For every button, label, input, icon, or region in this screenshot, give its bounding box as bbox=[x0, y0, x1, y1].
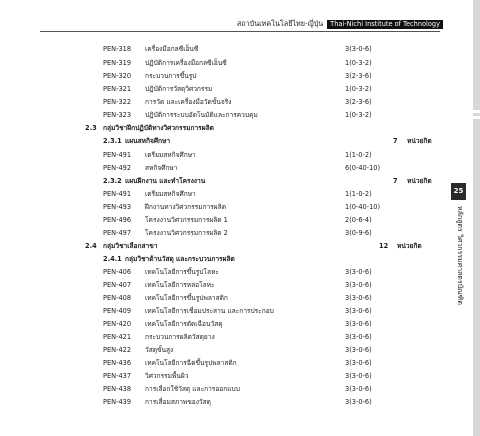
course-code: PEN-439 bbox=[103, 398, 132, 406]
course-row bbox=[0, 228, 480, 239]
course-row bbox=[0, 215, 480, 226]
course-name: ปฏิบัติการเครื่องมือกลซีเอ็นซี bbox=[145, 59, 227, 67]
subsection-heading bbox=[0, 176, 480, 187]
course-credit: 6(0-40-10) bbox=[345, 164, 381, 172]
course-code: PEN-320 bbox=[103, 72, 132, 80]
course-credit: 3(3-0-6) bbox=[345, 346, 372, 354]
course-code: PEN-436 bbox=[103, 359, 132, 367]
subsection-unit: หน่วยกิต bbox=[407, 177, 432, 185]
course-credit: 2(0-6-4) bbox=[345, 216, 372, 224]
subsection-number: 2.3.2 bbox=[103, 177, 122, 185]
subsection-title: แผนฝึกงาน และทำโครงงาน bbox=[125, 177, 206, 185]
course-row bbox=[0, 58, 480, 69]
page-number: 25 bbox=[451, 183, 466, 200]
course-name: เทคโนโลยีการฉีดขึ้นรูปพลาสติก bbox=[145, 359, 237, 367]
course-credit: 3(3-0-6) bbox=[345, 307, 372, 315]
page-header bbox=[237, 19, 443, 29]
side-label-text: หลักสูตร วิศวกรรมศาสตรบัณฑิต bbox=[456, 206, 464, 305]
subsection-number: 2.4.1 bbox=[103, 255, 122, 263]
course-name: ปฏิบัติการวัสดุวิศวกรรม bbox=[145, 85, 213, 93]
subsection-title: แผนสหกิจศึกษา bbox=[125, 137, 171, 145]
course-name: โครงงานวิศวกรรมการผลิต 1 bbox=[145, 216, 228, 224]
course-row bbox=[0, 306, 480, 317]
course-name: เทคโนโลยีการตัดเฉือนวัสดุ bbox=[145, 320, 223, 328]
course-row bbox=[0, 280, 480, 291]
course-row bbox=[0, 384, 480, 395]
course-name: การเลือกใช้วัสดุ และการออกแบบ bbox=[145, 385, 240, 393]
course-row bbox=[0, 358, 480, 369]
subsection-heading bbox=[0, 254, 480, 265]
course-row bbox=[0, 110, 480, 121]
course-code: PEN-437 bbox=[103, 372, 132, 380]
course-credit: 3(3-0-6) bbox=[345, 398, 372, 406]
course-code: PEN-438 bbox=[103, 385, 132, 393]
section-number: 2.3 bbox=[85, 124, 97, 132]
course-code: PEN-407 bbox=[103, 281, 132, 289]
course-row bbox=[0, 319, 480, 330]
course-name: ปฏิบัติการระบบอัตโนมัติและการควบคุม bbox=[145, 111, 258, 119]
course-name: วิศวกรรมพื้นผิว bbox=[145, 372, 189, 380]
course-code: PEN-493 bbox=[103, 203, 132, 211]
course-credit: 3(0-9-6) bbox=[345, 229, 372, 237]
subsection-credit: 7 bbox=[393, 137, 398, 145]
course-row bbox=[0, 371, 480, 382]
course-code: PEN-421 bbox=[103, 333, 132, 341]
course-name: เครื่องมือกลซีเอ็นซี bbox=[145, 45, 199, 53]
course-name: การวัด และเครื่องมือวัดขั้นจริง bbox=[145, 98, 232, 106]
course-credit: 1(0-40-10) bbox=[345, 203, 381, 211]
course-row bbox=[0, 189, 480, 200]
course-name: วัสดุขั้นสูง bbox=[145, 346, 174, 354]
course-row bbox=[0, 345, 480, 356]
section-heading bbox=[0, 123, 480, 134]
section-title: กลุ่มวิชาฝึกปฏิบัติทางวิศวกรรมการผลิต bbox=[103, 124, 214, 132]
course-row bbox=[0, 293, 480, 304]
section-title: กลุ่มวิชาเลือกสาขา bbox=[103, 242, 158, 250]
institute-name-thai: สถาบันเทคโนโลยีไทย-ญี่ปุ่น bbox=[236, 19, 324, 28]
course-credit: 3(3-0-6) bbox=[345, 45, 372, 53]
course-row bbox=[0, 97, 480, 108]
course-credit: 3(3-0-6) bbox=[345, 294, 372, 302]
course-row bbox=[0, 332, 480, 343]
subsection-credit: 7 bbox=[393, 177, 398, 185]
course-credit: 3(2-3-6) bbox=[345, 98, 372, 106]
course-code: PEN-319 bbox=[103, 59, 132, 67]
course-row bbox=[0, 71, 480, 82]
course-name: โครงงานวิศวกรรมการผลิต 2 bbox=[145, 229, 228, 237]
course-code: PEN-420 bbox=[103, 320, 132, 328]
course-code: PEN-491 bbox=[103, 151, 132, 159]
course-name: เตรียมสหกิจศึกษา bbox=[145, 190, 196, 198]
course-credit: 3(2-3-6) bbox=[345, 72, 372, 80]
course-name: กระบวนการขึ้นรูป bbox=[145, 72, 197, 80]
course-row bbox=[0, 163, 480, 174]
section-heading bbox=[0, 241, 480, 252]
course-code: PEN-321 bbox=[103, 85, 132, 93]
course-code: PEN-323 bbox=[103, 111, 132, 119]
course-credit: 3(3-0-6) bbox=[345, 333, 372, 341]
course-row bbox=[0, 202, 480, 213]
subsection-unit: หน่วยกิต bbox=[407, 137, 432, 145]
course-name: เทคโนโลยีการเชื่อมประสาน และการประกอบ bbox=[145, 307, 274, 315]
course-code: PEN-497 bbox=[103, 229, 132, 237]
course-credit: 3(3-0-6) bbox=[345, 268, 372, 276]
institute-name-english: Thai-Nichi Institute of Technology bbox=[327, 20, 443, 29]
course-name: เตรียมสหกิจศึกษา bbox=[145, 151, 196, 159]
course-code: PEN-491 bbox=[103, 190, 132, 198]
subsection-number: 2.3.1 bbox=[103, 137, 122, 145]
course-code: PEN-492 bbox=[103, 164, 132, 172]
section-credit: 12 bbox=[379, 242, 389, 250]
course-credit: 3(3-0-6) bbox=[345, 359, 372, 367]
course-credit: 1(1-0-2) bbox=[345, 151, 372, 159]
course-credit: 1(0-3-2) bbox=[345, 59, 372, 67]
course-name: เทคโนโลยีการขึ้นรูปพลาสติก bbox=[145, 294, 228, 302]
section-number: 2.4 bbox=[85, 242, 97, 250]
subsection-title: กลุ่มวิชาด้านวัสดุ และกระบวนการผลิต bbox=[125, 255, 235, 263]
course-name: สหกิจศึกษา bbox=[145, 164, 178, 172]
course-code: PEN-322 bbox=[103, 98, 132, 106]
course-credit: 3(3-0-6) bbox=[345, 281, 372, 289]
course-credit: 3(3-0-6) bbox=[345, 385, 372, 393]
course-credit: 3(3-0-6) bbox=[345, 320, 372, 328]
header-divider bbox=[40, 31, 440, 32]
course-row bbox=[0, 397, 480, 408]
course-credit: 1(1-0-2) bbox=[345, 190, 372, 198]
course-row bbox=[0, 44, 480, 55]
course-name: ฝึกงานทางวิศวกรรมการผลิต bbox=[145, 203, 226, 211]
course-name: กระบวนการผลิตวัสดุยาง bbox=[145, 333, 215, 341]
course-credit: 3(3-0-6) bbox=[345, 372, 372, 380]
course-code: PEN-318 bbox=[103, 45, 132, 53]
course-row bbox=[0, 84, 480, 95]
course-credit: 1(0-3-2) bbox=[345, 85, 372, 93]
course-code: PEN-496 bbox=[103, 216, 132, 224]
course-name: การเสื่อมสภาพของวัสดุ bbox=[145, 398, 211, 406]
course-row bbox=[0, 267, 480, 278]
subsection-heading bbox=[0, 136, 480, 147]
course-code: PEN-422 bbox=[103, 346, 132, 354]
section-unit: หน่วยกิต bbox=[397, 242, 422, 250]
course-row bbox=[0, 150, 480, 161]
course-credit: 1(0-3-2) bbox=[345, 111, 372, 119]
course-code: PEN-408 bbox=[103, 294, 132, 302]
course-code: PEN-409 bbox=[103, 307, 132, 315]
course-name: เทคโนโลยีการหล่อโลหะ bbox=[145, 281, 215, 289]
course-name: เทคโนโลยีการขึ้นรูปโลหะ bbox=[145, 268, 219, 276]
course-code: PEN-406 bbox=[103, 268, 132, 276]
